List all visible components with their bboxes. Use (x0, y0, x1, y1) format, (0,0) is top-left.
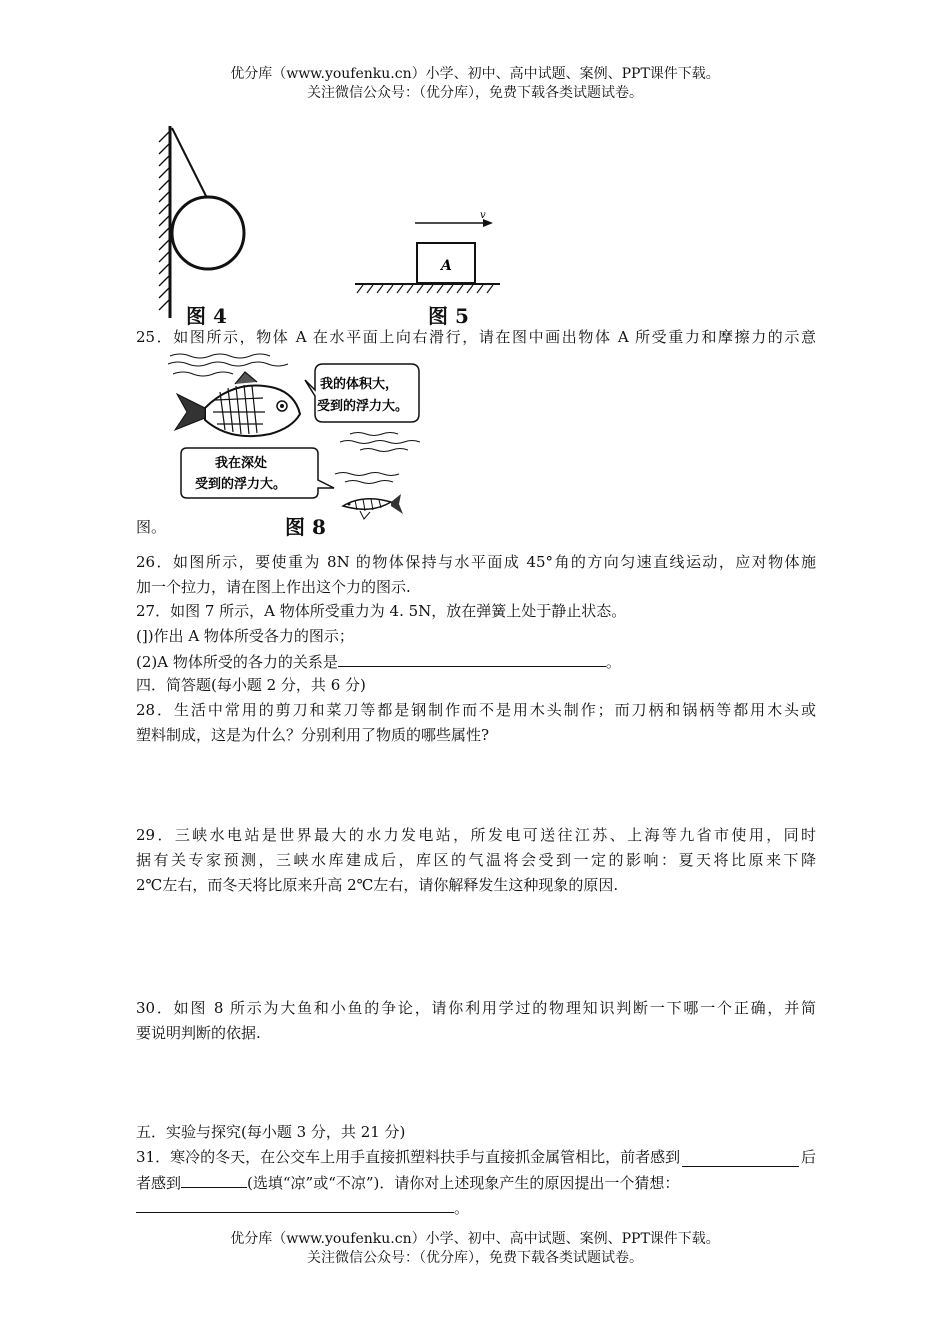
figure-8-fish-debate (165, 350, 440, 530)
header-line-2: 关注微信公众号：（优分库），免费下载各类试题试卷。 (307, 85, 643, 101)
q31-line-2 (136, 1172, 816, 1193)
q31-line-3 (136, 1197, 816, 1218)
q27-line-3-end: 。 (605, 653, 621, 671)
q27-answer-blank[interactable] (338, 651, 606, 667)
q30-line-2: 要说明判断的依据. (136, 1024, 261, 1042)
q26-line-1: 26．如图所示，要使重为 8N 的物体保持与水平面成 45°角的方向匀速直线运动，应对物体施 (136, 553, 816, 571)
big-fish-speech-1: 我的体积大， (320, 377, 399, 392)
figure-5-caption: 图 5 (428, 304, 469, 328)
q25-text-end: 图。 (136, 518, 167, 536)
q30-line-1: 30．如图 8 所示为大鱼和小鱼的争论，请你利用学过的物理知识判断一下哪一个正确，并简 (136, 999, 816, 1017)
q27-line-3 (136, 651, 816, 672)
q28-line-2: 塑料制成，这是为什么？分别利用了物质的哪些属性? (136, 726, 490, 744)
figure-8-caption: 图 8 (285, 515, 326, 539)
q31-line-1 (136, 1147, 816, 1167)
q26-line-2: 加一个拉力，请在图上作出这个力的图示. (136, 578, 411, 596)
q31-line-3-end: 。 (454, 1199, 470, 1217)
small-fish-speech-1: 我在深处 (215, 456, 268, 471)
section-5-title: 五．实验与探究(每小题 3 分，共 21 分) (136, 1123, 406, 1141)
q31-line-2-text: 者感到 (136, 1174, 182, 1192)
big-fish-speech-2: 受到的浮力大。 (317, 399, 409, 414)
section-4-title: 四．简答题(每小题 2 分，共 6 分) (136, 676, 366, 694)
q25-text: 25．如图所示，物体 A 在水平面上向右滑行，请在图中画出物体 A 所受重力和摩擦力的示意 (136, 328, 816, 346)
block-a-label: A (441, 258, 452, 274)
figure-4-caption: 图 4 (186, 304, 227, 328)
q31-blank-2[interactable] (181, 1172, 247, 1188)
small-fish-speech-2: 受到的浮力大。 (195, 477, 287, 492)
velocity-label: v (480, 210, 486, 221)
small-fish-icon (343, 494, 403, 519)
q31-blank-1[interactable] (682, 1151, 799, 1167)
q29-line-3: 2℃左右，而冬天将比原来升高 2℃左右，请你解释发生这种现象的原因. (136, 876, 619, 894)
q31-blank-3[interactable] (136, 1197, 454, 1213)
footer-line-2: 关注微信公众号：（优分库），免费下载各类试题试卷。 (307, 1250, 643, 1266)
header-line-1: 优分库（www.youfenku.cn）小学、初中、高中试题、案例、PPT课件下载。 (230, 66, 720, 82)
q29-line-2: 据有关专家预测，三峡水库建成后，库区的气温将会受到一定的影响：夏天将比原来下降 (136, 851, 816, 869)
q27-line-1: 27．如图 7 所示，A 物体所受重力为 4. 5N，放在弹簧上处于静止状态。 (136, 602, 627, 620)
footer-line-1: 优分库（www.youfenku.cn）小学、初中、高中试题、案例、PPT课件下载。 (230, 1231, 720, 1247)
q31-line-1-text: 31．寒冷的冬天，在公交车上用手直接抓塑料扶手与直接抓金属管相比，前者感到 (136, 1148, 681, 1166)
q27-line-2: (])作出 A 物体所受各力的图示； (136, 627, 354, 645)
big-fish-icon (175, 372, 300, 436)
q31-line-2-end: (选填“凉”或“不凉”)．请你对上述现象产生的原因提出一个猜想： (247, 1174, 680, 1192)
q31-line-1-end: 后 (800, 1148, 816, 1166)
q29-line-1: 29．三峡水电站是世界最大的水力发电站，所发电可送往江苏、上海等九省市使用，同时 (136, 826, 816, 844)
q27-line-3-text: (2)A 物体所受的各力的关系是 (136, 653, 338, 671)
q28-line-1: 28．生活中常用的剪刀和菜刀等都是钢制作而不是用木头制作；而刀柄和锅柄等都用木头或 (136, 701, 816, 719)
figure-5-block (355, 205, 505, 300)
